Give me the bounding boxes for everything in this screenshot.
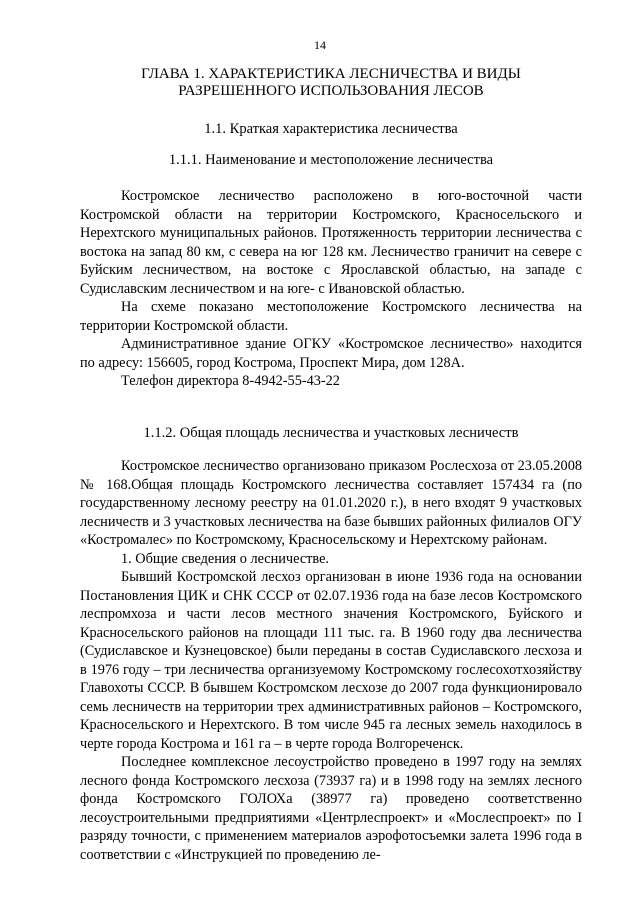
paragraph-organization: Костромское лесничество организовано приказом Рослесхоза от 23.05.2008 № 168.Общая площадь Костромского лесничества составляет 157434 га (по государственному лесному реестру на 01.01.2020 г.), в него входят 9 участковых лесничеств и 3 участковых лесничества на базе бывших районных филиалов ОГУ «Костромалес» по Костромскому, Красносельскому и Нерехтскому районам.	[80, 458, 582, 548]
chapter-title-line-1: ГЛАВА 1. ХАРАКТЕРИСТИКА ЛЕСНИЧЕСТВА И ВИДЫ	[141, 66, 521, 82]
paragraph-phone: Телефон директора 8-4942-55-43-22	[121, 373, 340, 389]
paragraph-history: Бывший Костромской лесхоз организован в июне 1936 года на основании Постановления ЦИК и СНК СССР от 02.07.1936 года на базе лесов Костромского леспромхоза и части лесов местного значения Костромского, Буйского и Красносельского районов на площади 111 тыс. га. В 1960 году два лесничества (Судиславское и Кузнецовское) были переданы в состав Судиславского лесхоза и в 1976 году – три лесничества организуемому Костромскому гослесохотхозяйству Главохоты СССР. В бывшем Костромском лесхозе до 2007 года функционировало семь лесничеств на территории трех административных районов – Костромского, Красносельского и Нерехтского. В том числе 945 га лесных земель находилось в черте города Кострома и 161 га – в черте города Волгореченск.	[80, 569, 582, 752]
paragraph-forest-inventory: Последнее комплексное лесоустройство проведено в 1997 году на землях лесного фонда Костромского лесхоза (73937 га) и в 1998 году на землях лесного фонда Костромского ГОЛОХа (38977 га) проведено соответственно лесоустроительными предприятиями «Центрлеспроект» и «Мослеспроект» по I разряду точности, с применением материалов аэрофотосъемки залета 1996 года в соответствии с «Инструкцией по проведению ле-	[80, 754, 582, 863]
paragraph-map-note: На схеме показано местоположение Костромского лесничества на территории Костромской области.	[80, 299, 582, 334]
area-text-block	[80, 457, 582, 864]
paragraph-location: Костромское лесничество расположено в юго-восточной части Костромской области на территории Костромского, Красносельского и Нерехтского муниципальных районов. Протяженность территории лесничества с востока на запад 80 км, с севера на юг 128 км. Лесничество граничит на севере с Буйским лесничеством, на востоке с Ярославской областью, на западе с Судиславским лесничеством и на юге- с Ивановской областью.	[80, 188, 582, 297]
chapter-title-line-2: РАЗРЕШЕННОГО ИСПОЛЬЗОВАНИЯ ЛЕСОВ	[178, 83, 484, 99]
page-number: 14	[314, 38, 326, 52]
chapter-title	[80, 66, 582, 100]
location-text-block	[80, 187, 582, 391]
section-heading-1-1: 1.1. Краткая характеристика лесничества	[204, 121, 458, 137]
section-heading-1-1-1: 1.1.1. Наименование и местоположение лесничества	[168, 152, 494, 168]
paragraph-address: Административное здание ОГКУ «Костромское лесничество» находится по адресу: 156605, город Кострома, Проспект Мира, дом 128А.	[80, 336, 582, 371]
paragraph-general-info-heading: 1. Общие сведения о лесничестве.	[121, 550, 329, 567]
section-heading-1-1-2: 1.1.2. Общая площадь лесничества и участковых лесничеств	[143, 425, 519, 441]
